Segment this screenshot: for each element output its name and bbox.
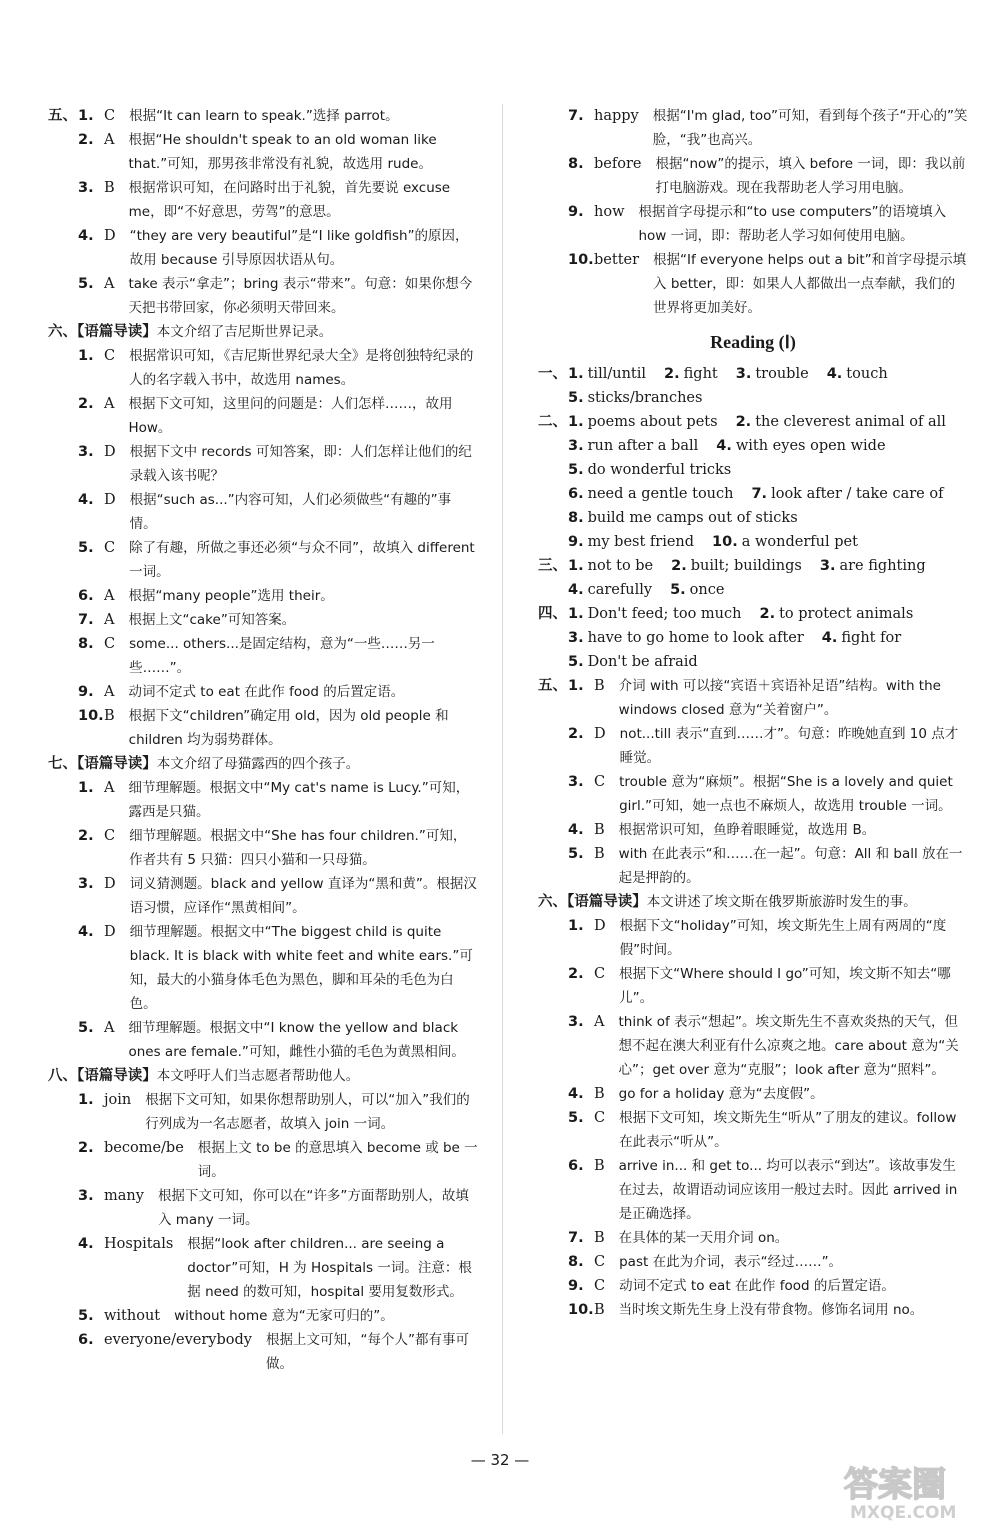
item-answer: built; buildings [690,558,802,574]
item-answer: build me camps out of sticks [587,510,798,526]
item-number: 7. [568,108,584,124]
item-number: 7. [568,1230,584,1246]
item-number: 10. [712,534,738,550]
item-number: 5. [78,276,94,292]
item-answer: D [104,492,116,508]
watermark-main-text: 答案圈 [844,1465,946,1505]
answer-item [48,632,478,680]
item-answer: are fighting [839,558,926,574]
item-explanation: 根据下文“Where should I go”可知，埃文斯不知去“哪儿”。 [619,966,951,1006]
section-label: 六、【语篇导读】 [48,324,157,340]
item-answer: touch [846,366,888,382]
item-explanation: 根据常识可知，在问路时出于礼貌，首先要说 excuse me，即“不好意思，劳驾”的意思。 [128,180,451,220]
item-answer: D [594,726,606,742]
answer-item [48,1304,478,1328]
item-answer: before [594,156,642,172]
item-number: 3. [819,558,836,574]
item-explanation: past 在此为介词，表示“经过……”。 [619,1254,843,1270]
answer-pair [568,434,698,458]
answer-pair [568,410,718,434]
answer-pair [751,482,943,506]
answer-item [48,1328,478,1376]
item-explanation: 根据上文“cake”可知答案。 [128,612,296,628]
answer-item [538,722,968,770]
answer-item [538,104,968,152]
answer-item [538,962,968,1010]
answer-item [538,152,968,200]
item-answer: A [594,1014,605,1030]
item-answer: carefully [587,582,653,598]
answer-item [48,440,478,488]
item-explanation: not...till 表示“直到……才”。句意：昨晚她直到 10 点才睡觉。 [619,726,959,766]
item-answer: with eyes open wide [735,438,886,454]
item-answer: C [104,828,116,844]
item-answer: B [594,822,605,838]
answer-item [48,584,478,608]
section-heading [538,890,968,914]
answer-pair [671,554,802,578]
item-answer: sticks/branches [587,390,703,406]
answer-line [538,362,968,386]
item-number: 5. [568,390,584,406]
answer-pair [568,578,652,602]
item-number: 8. [568,510,584,526]
answer-item [538,1298,968,1322]
item-number: 9. [568,204,584,220]
item-number: 1. [568,606,584,622]
item-explanation: think of 表示“想起”。埃文斯先生不喜欢炎热的天气，但想不起在澳大利亚有什么凉爽之地。care about 意为“关心”；get over 意为“克服”；look after 意为“照料”。 [618,1014,959,1078]
item-answer: not to be [587,558,654,574]
section-heading [48,1064,478,1088]
item-answer: C [104,540,116,556]
item-number: 4. [568,582,584,598]
item-number: 10. [568,252,594,268]
watermark-logo [836,1452,986,1524]
item-number: 8. [78,636,94,652]
item-answer: B [594,678,605,694]
answer-item [48,920,478,1016]
item-answer: A [104,132,115,148]
item-number: 9. [568,534,584,550]
answer-item [538,1226,968,1250]
item-answer: the cleverest animal of all [755,414,946,430]
right-column [538,104,968,1322]
answer-item [538,1106,968,1154]
item-explanation: 根据“many people”选用 their。 [128,588,334,604]
item-explanation: 根据“I'm glad, too”可知，看到每个孩子“开心的”笑脸，“我”也高兴。 [652,108,968,148]
answer-item [538,770,968,818]
item-answer: B [104,708,115,724]
item-number: 4. [568,1086,584,1102]
page-number: — 32 — [470,1451,530,1469]
answer-line [538,602,968,626]
item-number: 10. [568,1302,594,1318]
column-divider [502,104,503,1434]
item-answer: B [594,1302,605,1318]
item-number: 2. [759,606,776,622]
item-answer: look after / take care of [771,486,944,502]
item-explanation: 根据下文可知，你可以在“许多”方面帮助别人，故填入 many 一词。 [157,1188,469,1228]
answer-line [538,530,968,554]
answer-pair [716,434,885,458]
item-answer: join [104,1092,132,1108]
watermark-sub-text: MXQE.COM [850,1503,957,1523]
item-answer: trouble [755,366,809,382]
item-number: 4. [826,366,843,382]
item-explanation: 根据下文可知，埃文斯先生“听从”了朋友的建议。follow 在此表示“听从”。 [619,1110,957,1150]
item-answer: D [104,924,116,940]
item-number: 1. [568,918,584,934]
item-number: 4. [78,492,94,508]
item-answer: C [594,1254,606,1270]
item-explanation: 根据常识可知，鱼睁着眼睡觉，故选用 B。 [618,822,876,838]
answer-pair [759,602,913,626]
item-explanation: 当时埃文斯先生身上没有带食物。修饰名词用 no。 [618,1302,924,1318]
item-number: 1. [568,414,584,430]
answer-item [538,818,968,842]
answer-line [538,626,968,674]
item-number: 2. [78,828,94,844]
item-number: 10. [78,708,104,724]
item-answer: have to go home to look after [587,630,804,646]
answer-item [48,488,478,536]
item-number: 3. [78,1188,94,1204]
item-answer: Don't be afraid [587,654,698,670]
item-answer: C [104,636,116,652]
answer-item [538,248,968,320]
item-number: 5. [670,582,686,598]
item-explanation: 根据上文可知，“每个人”都有事可做。 [265,1332,469,1372]
answer-line [538,506,968,530]
answer-item [48,872,478,920]
section-intro: 本文呼吁人们当志愿者帮助他人。 [156,1068,360,1084]
item-answer: B [594,1086,605,1102]
item-explanation: “they are very beautiful”是“I like goldfish”的原因，故用 because 引导原因状语从句。 [129,228,469,268]
answer-pair [568,386,702,410]
item-answer: A [104,1020,115,1036]
answer-item [48,1184,478,1232]
answer-pair [568,506,798,530]
section-label: 一、 [538,366,567,382]
item-answer: become/be [104,1140,184,1156]
section-label: 二、 [538,414,567,430]
item-answer: A [104,684,115,700]
item-answer: how [594,204,625,220]
item-explanation: 根据上文 to be 的意思填入 become 或 be 一词。 [197,1140,478,1180]
item-number: 5. [568,846,584,862]
item-explanation: some... others...是固定结构，意为“一些……另一些……”。 [129,636,435,676]
item-answer: my best friend [587,534,695,550]
item-explanation: go for a holiday 意为“去度假”。 [618,1086,824,1102]
item-explanation: 根据下文可知，如果你想帮助别人，可以“加入”我们的行列成为一名志愿者，故填入 join 一词。 [145,1092,470,1132]
item-number: 4. [821,630,838,646]
item-number: 3. [568,774,584,790]
item-explanation: trouble 意为“麻烦”。根据“She is a lovely and quiet girl.”可知，她一点也不麻烦人，故选用 trouble 一词。 [619,774,953,814]
item-number: 5. [568,462,584,478]
item-answer: D [594,918,606,934]
item-answer: A [104,780,115,796]
item-number: 5. [78,540,94,556]
item-number: 5. [78,1308,94,1324]
section-label: 三、 [538,558,567,574]
answer-pair [568,602,741,626]
item-answer: C [104,348,116,364]
item-answer: A [104,588,115,604]
answer-item [538,1274,968,1298]
item-answer: C [594,966,606,982]
answer-pair [568,650,698,674]
section-heading [48,752,478,776]
item-number: 4. [78,1236,94,1252]
item-explanation: 在具体的某一天用介词 on。 [618,1230,789,1246]
item-number: 1. [78,348,94,364]
answer-item [538,1010,968,1082]
item-answer: once [689,582,725,598]
answer-line [538,410,968,434]
item-answer: D [104,228,116,244]
answer-item [48,1088,478,1136]
item-explanation: without home 意为“无家可归的”。 [174,1308,394,1324]
section-title: Reading (Ⅰ) [710,332,796,352]
item-number: 7. [78,612,94,628]
answer-item [48,104,478,128]
item-answer: better [594,252,640,268]
item-number: 6. [568,486,584,502]
item-explanation: take 表示“拿走”；bring 表示“带来”。句意：如果你想今天把书带回家，你必须明天带回来。 [128,276,473,316]
answer-item [538,200,968,248]
item-explanation: 动词不定式 to eat 在此作 food 的后置定语。 [619,1278,895,1294]
answer-pair [827,362,888,386]
answer-pair [664,362,718,386]
item-answer: A [104,276,115,292]
item-number: 5. [568,654,584,670]
answer-item [538,674,968,722]
answer-item [48,824,478,872]
answer-item [48,776,478,824]
item-explanation: 根据“now”的提示，填入 before 一词，即：我以前打电脑游戏。现在我帮助老人学习用电脑。 [655,156,966,196]
item-answer: Don't feed; too much [587,606,742,622]
answer-item [48,1016,478,1064]
item-answer: A [104,396,115,412]
item-answer: C [104,108,116,124]
item-number: 9. [568,1278,584,1294]
answer-pair [712,530,858,554]
item-explanation: 根据“He shouldn't speak to an old woman like that.”可知，那男孩非常没有礼貌，故选用 rude。 [128,132,437,172]
item-number: 8. [568,156,584,172]
item-answer: C [594,1278,606,1294]
answer-pair [568,362,646,386]
item-explanation: 根据“If everyone helps out a bit”和首字母提示填入 better，即：如果人人都做出一点奉献，我们的世界将更加美好。 [653,252,967,316]
item-explanation: 根据“look after children... are seeing a doctor”可知，H 为 Hospitals 一词。注意：根据 need 的数可知，hospital 要用复数形式。 [187,1236,472,1300]
item-explanation: 除了有趣，所做之事还必须“与众不同”，故填入 different 一词。 [129,540,475,580]
item-explanation: arrive in... 和 get to... 均可以表示“到达”。该故事发生在过去，故谓语动词应该用一般过去时。因此 arrived in 是正确选择。 [618,1158,958,1222]
item-number: 7. [751,486,768,502]
answer-pair [736,410,946,434]
item-number: 6. [568,1158,584,1174]
item-number: 2. [671,558,687,574]
item-number: 1. [568,558,584,574]
item-answer: a wonderful pet [741,534,858,550]
item-explanation: 细节理解题。根据文中“She has four children.”可知，作者共有 5 只猫：四只小猫和一只母猫。 [129,828,467,868]
answer-item [48,392,478,440]
answer-pair [736,362,809,386]
item-explanation: 细节理解题。根据文中“The biggest child is quite black. It is black with white feet and white ears.”可知，最大的小猫身体毛色为黑色，脚和耳朵的毛色为白色。 [129,924,473,1012]
answer-item [48,344,478,392]
item-explanation: 根据下文“holiday”可知，埃文斯先生上周有两周的“度假”时间。 [619,918,947,958]
item-number: 2. [664,366,680,382]
item-answer: till/until [587,366,647,382]
item-answer: run after a ball [587,438,699,454]
answer-pair [568,554,653,578]
answer-pair [568,530,694,554]
item-answer: D [104,444,116,460]
item-number: 1. [568,678,584,694]
item-number: 5. [568,1110,584,1126]
item-answer: B [104,180,115,196]
left-column [48,104,478,1376]
item-answer: poems about pets [587,414,718,430]
item-number: 2. [568,966,584,982]
item-number: 2. [568,726,584,742]
item-number: 3. [78,180,94,196]
item-answer: C [594,1110,606,1126]
item-number: 6. [78,1332,94,1348]
section-intro: 本文介绍了吉尼斯世界记录。 [156,324,333,340]
item-answer: B [594,1230,605,1246]
item-number: 3. [735,366,752,382]
section-label: 五、 [538,678,567,694]
item-explanation: 根据常识可知，《吉尼斯世界纪录大全》是将创独特纪录的人的名字载入书中，故选用 names。 [129,348,474,388]
item-explanation: 根据下文中 records 可知答案，即：人们怎样让他们的纪录载入该书呢？ [129,444,472,484]
section-label: 六、【语篇导读】 [538,894,647,910]
answer-item [48,224,478,272]
item-answer: B [594,846,605,862]
item-number: 4. [568,822,584,838]
answer-item [48,1136,478,1184]
item-number: 3. [568,630,584,646]
item-explanation: 细节理解题。根据文中“I know the yellow and black ones are female.”可知，雌性小猫的毛色为黄黑相间。 [128,1020,465,1060]
answer-pair [822,626,901,650]
item-answer: D [104,876,116,892]
section-label: 八、【语篇导读】 [48,1068,157,1084]
item-answer: Hospitals [104,1236,174,1252]
item-number: 4. [78,924,94,940]
item-explanation: 根据下文可知，这里问的问题是：人们怎样……，故用 How。 [128,396,453,436]
item-answer: A [104,612,115,628]
item-answer: without [104,1308,161,1324]
item-explanation: 根据“such as...”内容可知，人们必须做些“有趣的”事情。 [129,492,452,532]
item-answer: fight for [841,630,902,646]
item-number: 2. [735,414,752,430]
item-answer: everyone/everybody [104,1332,252,1348]
answer-pair [568,482,733,506]
answer-item [48,704,478,752]
item-number: 3. [78,444,94,460]
item-number: 1. [78,1092,94,1108]
item-answer: to protect animals [779,606,914,622]
item-number: 2. [78,132,94,148]
item-number: 4. [716,438,732,454]
answer-item [48,1232,478,1304]
answer-line [538,578,968,602]
item-number: 3. [78,876,94,892]
item-answer: do wonderful tricks [587,462,732,478]
answer-item [538,1154,968,1226]
item-number: 1. [78,780,94,796]
item-number: 2. [78,1140,94,1156]
section-heading [48,320,478,344]
item-number: 4. [78,228,94,244]
item-answer: fight [683,366,718,382]
item-explanation: 词义猜测题。black and yellow 直译为“黑和黄”。根据汉语习惯，应译作“黑黄相间”。 [129,876,477,916]
item-number: 6. [78,588,94,604]
answer-item [538,842,968,890]
item-answer: happy [594,108,639,124]
section-intro: 本文讲述了埃文斯在俄罗斯旅游时发生的事。 [646,894,917,910]
item-explanation: 根据下文“children”确定用 old，因为 old people 和 children 均为弱势群体。 [128,708,449,748]
item-explanation: 细节理解题。根据文中“My cat's name is Lucy.”可知，露西是只猫。 [128,780,470,820]
answer-item [48,128,478,176]
item-answer: B [594,1158,605,1174]
item-explanation: 根据“It can learn to speak.”选择 parrot。 [129,108,399,124]
answer-line [538,434,968,482]
item-number: 2. [78,396,94,412]
section-label: 四、 [538,606,567,622]
answer-pair [820,554,926,578]
item-answer: C [594,774,606,790]
section-intro: 本文介绍了母猫露西的四个孩子。 [156,756,360,772]
answer-item [48,680,478,704]
answer-item [48,176,478,224]
answer-line [538,554,968,578]
item-explanation: with 在此表示“和……在一起”。句意：All 和 ball 放在一起是押韵的。 [618,846,963,886]
item-explanation: 动词不定式 to eat 在此作 food 的后置定语。 [128,684,405,700]
item-number: 3. [568,1014,584,1030]
watermark-icon [836,1452,986,1524]
answer-item [538,1082,968,1106]
answer-pair [670,578,724,602]
answer-line [538,386,968,410]
item-explanation: 介词 with 可以接“宾语＋宾语补足语”结构。with the windows closed 意为“关着窗户”。 [618,678,941,718]
answer-item [538,1250,968,1274]
answer-line [538,482,968,506]
item-answer: need a gentle touch [587,486,734,502]
item-answer: many [104,1188,144,1204]
item-number: 9. [78,684,94,700]
item-number: 1. [568,366,584,382]
answer-pair [568,458,731,482]
answer-pair [568,626,804,650]
section-label: 七、【语篇导读】 [48,756,157,772]
item-explanation: 根据首字母提示和“to use computers”的语境填入 how 一词，即：帮助老人学习如何使用电脑。 [638,204,947,244]
answer-item [48,608,478,632]
answer-item [48,272,478,320]
item-number: 8. [568,1254,584,1270]
answer-item [538,914,968,962]
answer-item [48,536,478,584]
section-label: 五、 [48,108,77,124]
item-number: 1. [78,108,94,124]
item-number: 3. [568,438,584,454]
item-number: 5. [78,1020,94,1036]
